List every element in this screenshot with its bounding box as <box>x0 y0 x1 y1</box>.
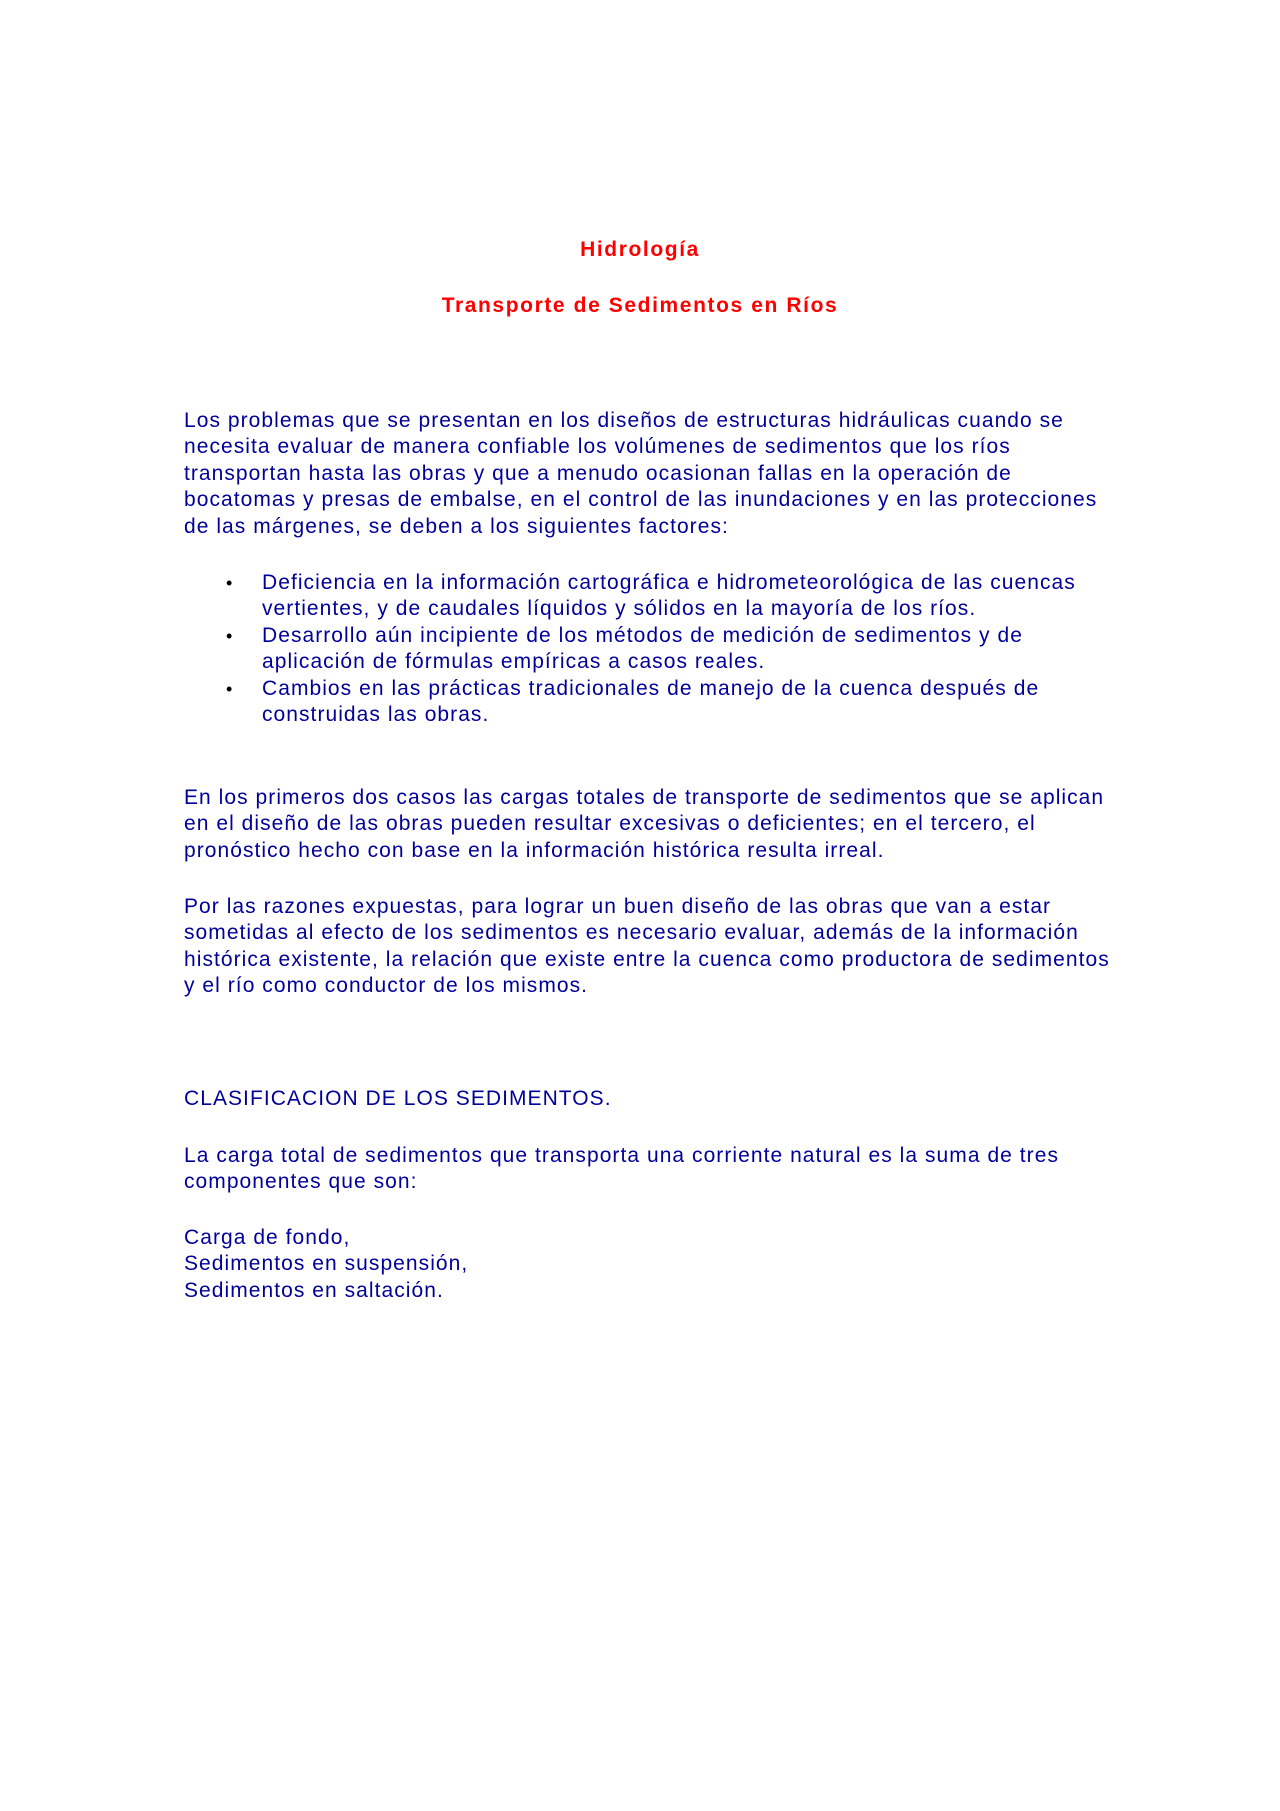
list-item-text: Deficiencia en la información cartográfica e hidrometeorológica de las cuencas vertientes, y de caudales líquidos y sólidos en la mayoría de los ríos. <box>262 571 1076 621</box>
list-item <box>184 570 1114 623</box>
list-item <box>184 676 1114 729</box>
section-heading: CLASIFICACION DE LOS SEDIMENTOS. <box>184 1087 612 1110</box>
components-list <box>184 1225 1114 1304</box>
list-item: Sedimentos en suspensión, <box>184 1252 469 1276</box>
paragraph-total-load: La carga total de sedimentos que transporta una corriente natural es la suma de tres componentes que son: <box>184 1144 1059 1194</box>
list-item-text: Cambios en las prácticas tradicionales de manejo de la cuenca después de construidas las obras. <box>262 676 1040 727</box>
bullet-icon: • <box>226 573 234 593</box>
document-subtitle: Transporte de Sedimentos en Ríos <box>441 294 839 317</box>
list-item: Sedimentos en saltación. <box>184 1278 444 1302</box>
list-item-text: Desarrollo aún incipiente de los métodos de medición de sedimentos y de aplicación de fórmulas empíricas a casos reales. <box>262 623 1023 674</box>
list-item: Carga de fondo, <box>184 1226 351 1249</box>
bullet-icon: • <box>226 625 234 646</box>
intro-paragraph: Los problemas que se presentan en los diseños de estructuras hidráulicas cuando se necesita evaluar de manera confiable los volúmenes de sedimentos que los ríos transportan hasta las obras y que a menudo ocasionan fallas en la operación de bocatomas y presas de embalse, en el control de las inundaciones y en las protecciones de las márgenes, se deben a los siguientes factores: <box>184 409 1098 538</box>
document-title: Hidrología <box>580 238 700 261</box>
list-item <box>184 623 1114 676</box>
factors-list <box>184 570 1114 728</box>
bullet-icon: • <box>226 678 234 699</box>
paragraph-reasons: Por las razones expuestas, para lograr un buen diseño de las obras que van a estar sometidas al efecto de los sedimentos es necesario evaluar, además de la información histórica existente, la relación que existe entre la cuenca como productora de sedimentos y el río como conductor de los mismos. <box>184 895 1110 998</box>
paragraph-cases: En los primeros dos casos las cargas totales de transporte de sedimentos que se aplican en el diseño de las obras pueden resultar excesivas o deficientes; en el tercero, el pronóstico hecho con base en la información histórica resulta irreal. <box>184 786 1105 862</box>
